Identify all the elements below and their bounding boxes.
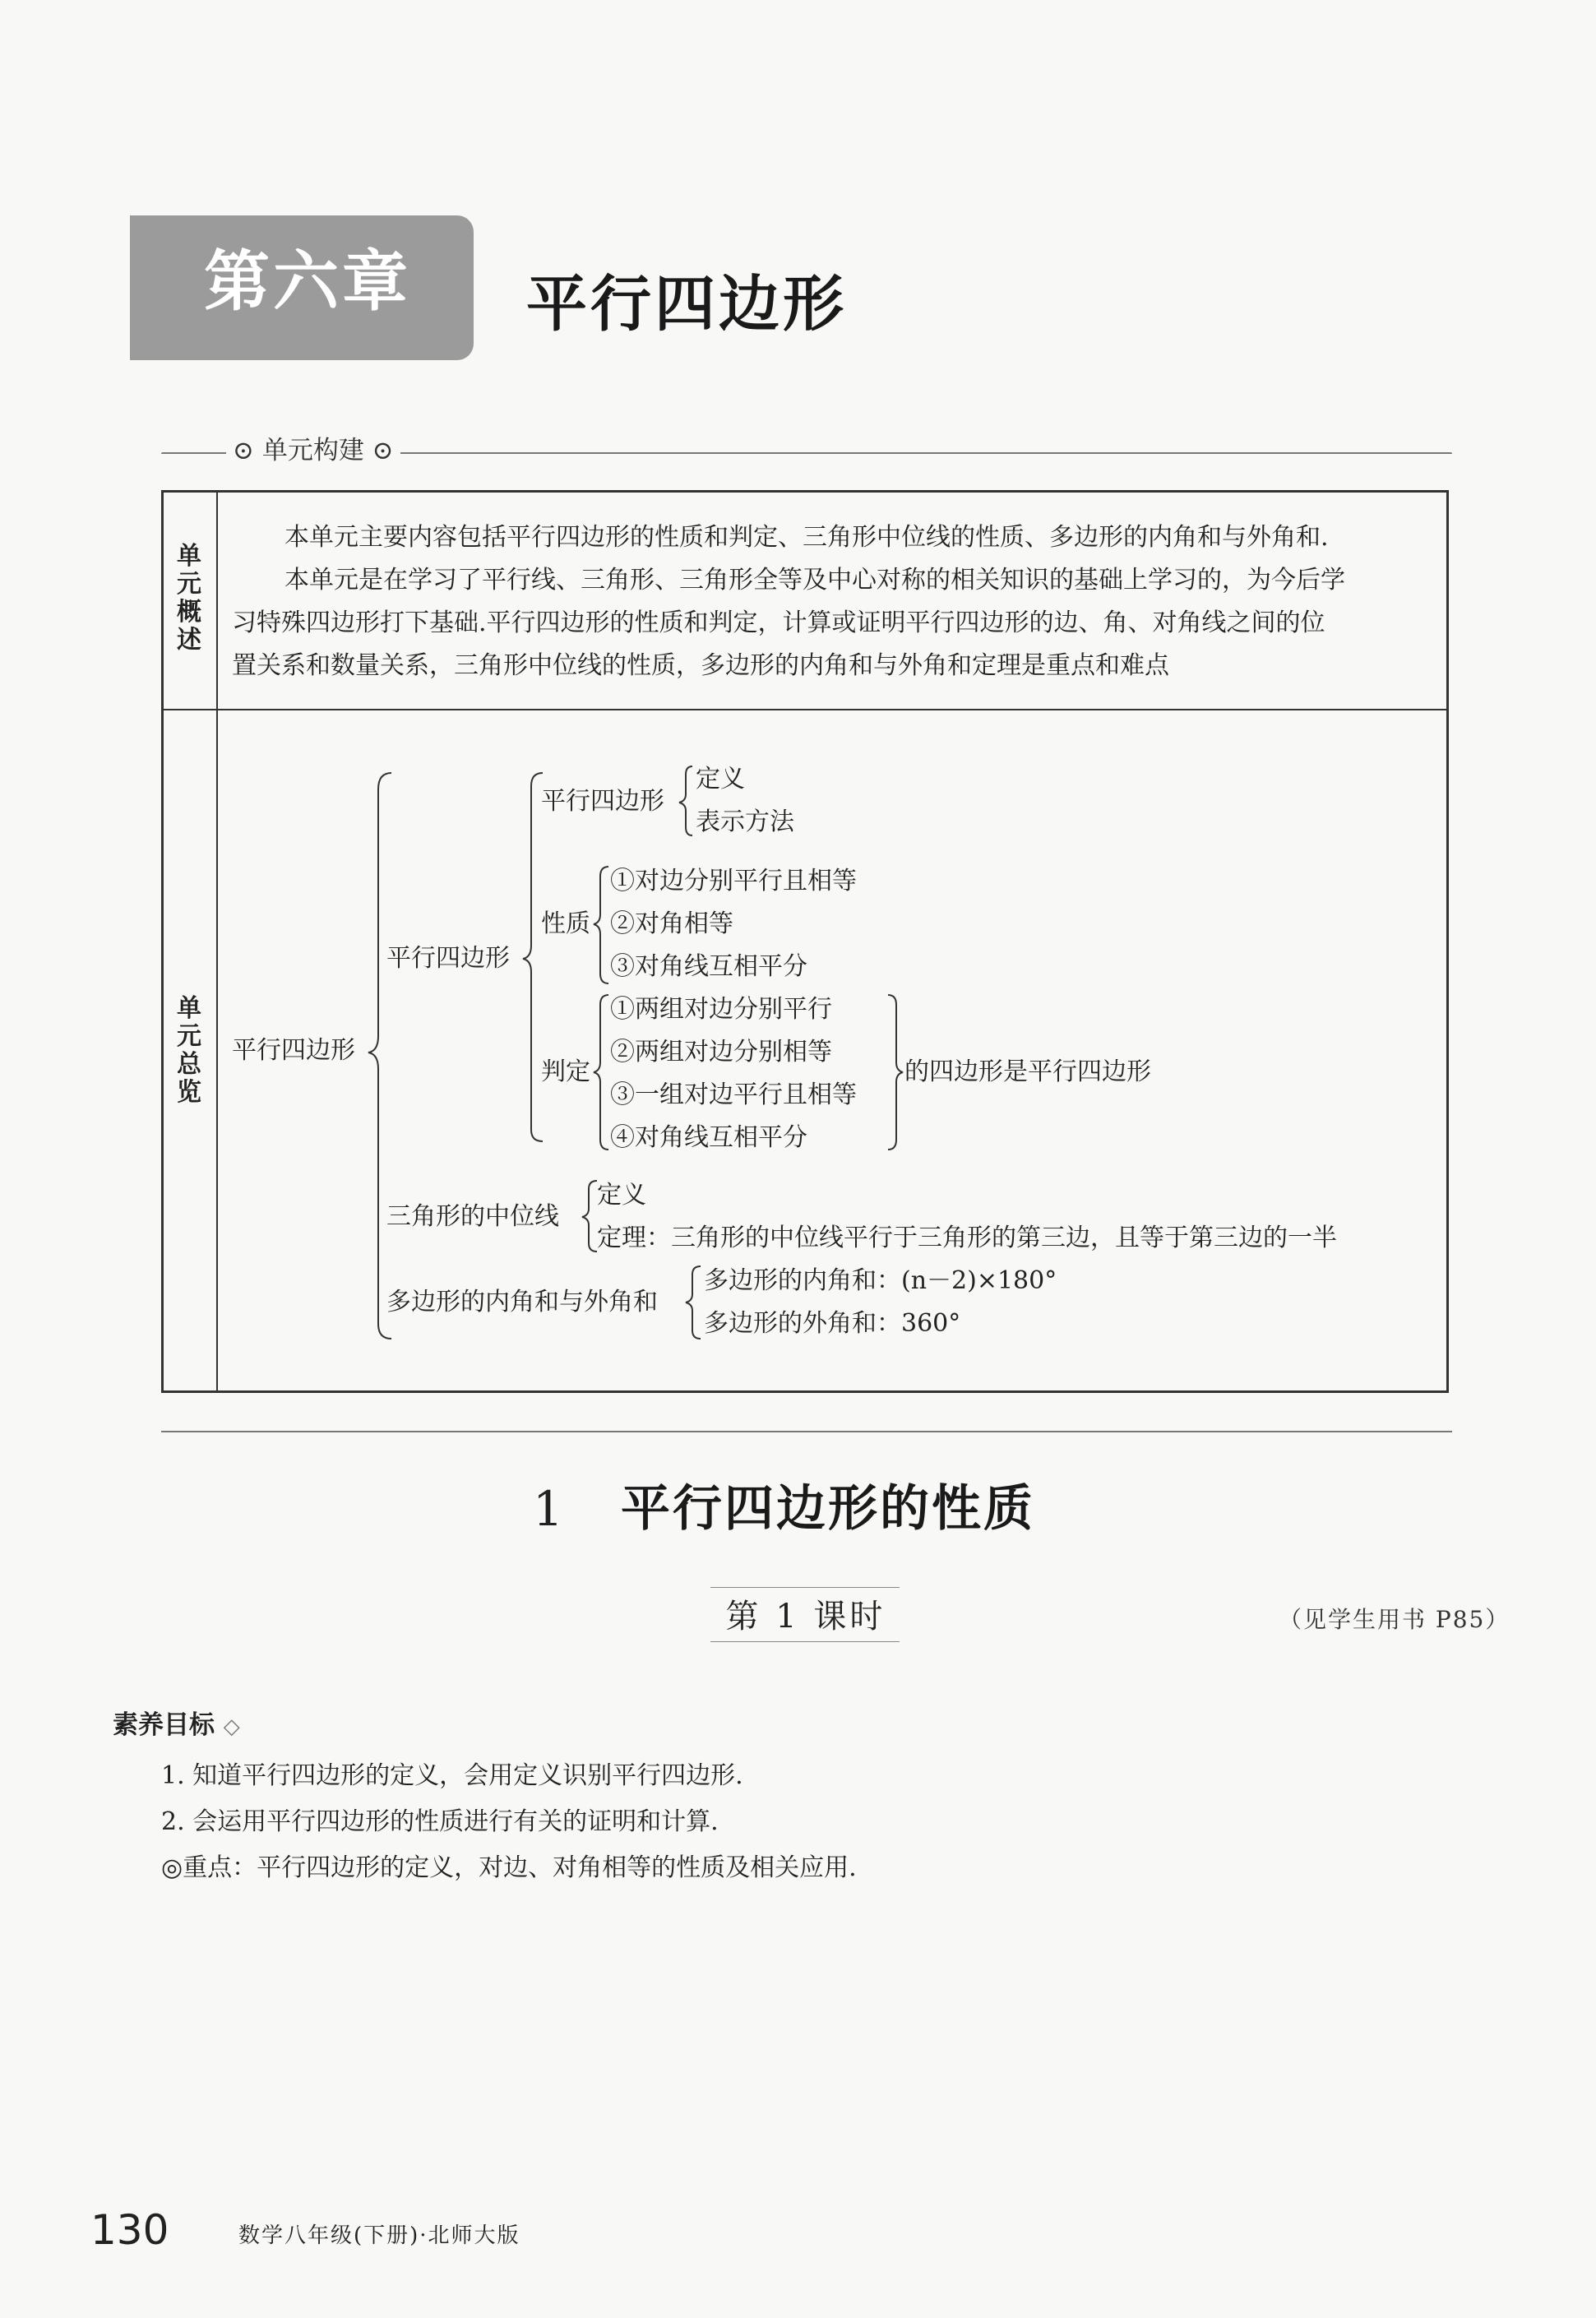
- chapter-title: 平行四边形: [526, 269, 847, 340]
- tree-property-item-1: ①对边分别平行且相等: [610, 867, 857, 895]
- section-heading: ⊙ 单元构建 ⊙: [226, 434, 400, 467]
- tree-polygon-item-1: 多边形的内角和：(n－2)×180°: [704, 1266, 1057, 1295]
- diamond-icon: ◇: [223, 1714, 240, 1739]
- objectives-heading-text: 素养目标: [113, 1710, 215, 1740]
- tree-root: 平行四边形: [232, 1036, 355, 1065]
- tree-polygon-item-2: 多边形的外角和：360°: [704, 1309, 961, 1338]
- lesson-title: 平行四边形的性质: [621, 1480, 1035, 1538]
- judge-brace-left: [594, 995, 608, 1150]
- overview-paragraph-2-line-1: 本单元是在学习了平行线、三角形、三角形全等及中心对称的相关知识的基础上学习的，为今后学: [285, 566, 1345, 595]
- tree-judge-item-4: ④对角线互相平分: [610, 1123, 807, 1152]
- page-number: 130: [90, 2206, 169, 2254]
- tree-midline-item-2: 定理：三角形的中位线平行于三角形的第三边，且等于第三边的一半: [597, 1224, 1337, 1252]
- polygon-brace: [686, 1266, 701, 1339]
- lesson-number: 1: [533, 1481, 563, 1537]
- frame-bottom-line: [161, 1431, 1452, 1432]
- period-line-bottom: [710, 1641, 900, 1642]
- tree-polygon-label: 多边形的内角和与外角和: [386, 1288, 658, 1316]
- summary-label-text: 单元总览: [177, 994, 201, 1107]
- tree-judge-item-2: ②两组对边分别相等: [610, 1038, 832, 1066]
- overview-paragraph-2-line-3: 置关系和数量关系，三角形中位线的性质，多边形的内角和与外角和定理是重点和难点: [232, 651, 1169, 680]
- student-book-reference: （见学生用书 P85）: [1279, 1606, 1510, 1633]
- period-line-top: [710, 1587, 900, 1588]
- tree-def-item-2: 表示方法: [696, 807, 794, 836]
- objective-item-1: 1. 知道平行四边形的定义，会用定义识别平行四边形.: [161, 1761, 743, 1790]
- overview-paragraph-1: 本单元主要内容包括平行四边形的性质和判定、三角形中位线的性质、多边形的内角和与外角和.: [285, 523, 1329, 552]
- lesson-period: 第 1 课时: [725, 1598, 886, 1636]
- objectives-heading: [113, 1709, 240, 1743]
- tree-midline-label: 三角形的中位线: [386, 1202, 559, 1231]
- midline-brace: [582, 1181, 597, 1252]
- judge-brace-right: [888, 995, 903, 1150]
- tree-branch-parallelogram: 平行四边形: [386, 944, 510, 973]
- overview-paragraph-2-line-2: 习特殊四边形打下基础.平行四边形的性质和判定，计算或证明平行四边形的边、角、对角线之间的位: [232, 608, 1325, 637]
- tree-judge-item-3: ③一组对边平行且相等: [610, 1080, 857, 1109]
- tree-property-label: 性质: [541, 909, 590, 938]
- root-brace: [368, 773, 391, 1339]
- book-name: 数学八年级(下册)·北师大版: [238, 2223, 520, 2248]
- tree-def-group-label: 平行四边形: [541, 787, 664, 816]
- overview-label-text: 单元概述: [177, 542, 201, 655]
- tree-judge-item-1: ①两组对边分别平行: [610, 995, 832, 1024]
- tree-judge-suffix: 的四边形是平行四边形: [904, 1057, 1151, 1086]
- chapter-label: 第六章: [204, 243, 411, 320]
- tree-def-item-1: 定义: [696, 765, 745, 793]
- def-brace: [679, 766, 692, 835]
- property-brace: [594, 867, 608, 983]
- tree-property-item-2: ②对角相等: [610, 909, 733, 938]
- objective-item-2: 2. 会运用平行四边形的性质进行有关的证明和计算.: [161, 1807, 719, 1836]
- tree-midline-item-1: 定义: [597, 1181, 646, 1210]
- tree-judge-label: 判定: [541, 1057, 590, 1086]
- tree-property-item-3: ③对角线互相平分: [610, 952, 807, 981]
- objective-key-point: ◎重点：平行四边形的定义，对边、对角相等的性质及相关应用.: [161, 1853, 857, 1882]
- branch1-brace: [523, 773, 543, 1141]
